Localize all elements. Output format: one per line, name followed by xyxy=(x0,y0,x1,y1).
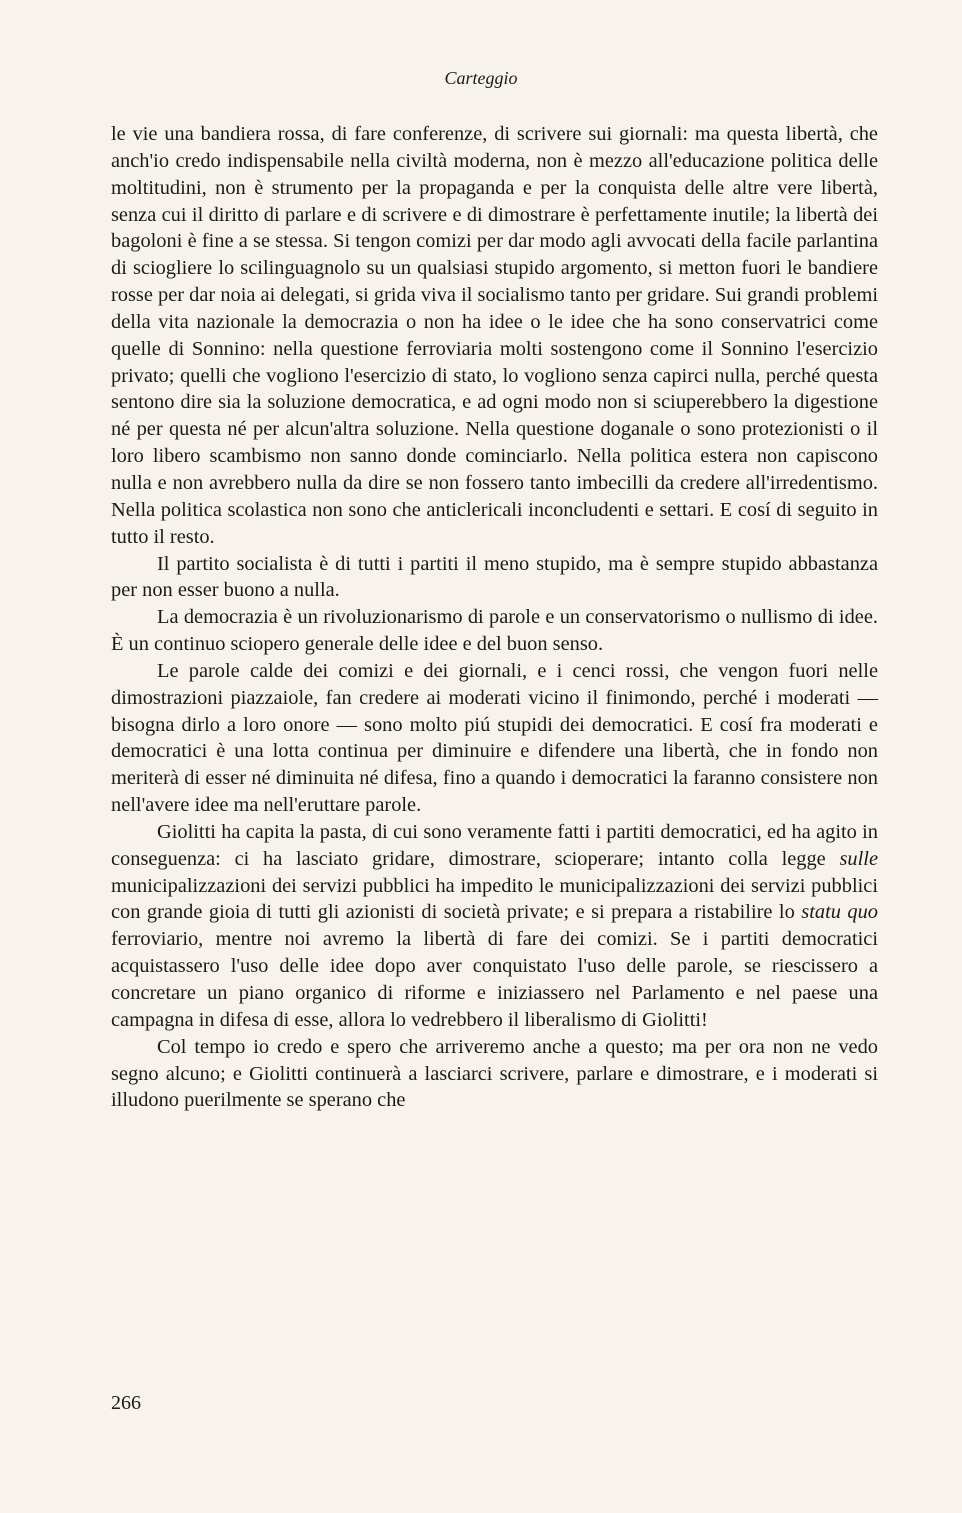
text-run: Col tempo io credo e spero che arriveremo anche a questo; ma per ora non ne vedo segno alcuno; e Giolitti continuerà a lasciarci scrivere, parlare e dimostrare, e i moderati si illudono puerilmente se sperano che xyxy=(111,1035,878,1112)
page-number: 266 xyxy=(111,1392,141,1414)
paragraph xyxy=(111,121,878,551)
text-run: La democrazia è un rivoluzionarismo di parole e un conservatorismo o nullismo di idee. È un continuo sciopero generale delle idee e del buon senso. xyxy=(111,606,878,656)
text-run: ferroviario, mentre noi avremo la libertà di fare dei comizi. Se i partiti democratici acquistassero l'uso delle idee dopo aver conquistato l'uso delle parole, se riescissero a concretare un piano organico di riforme e iniziassero nel Parlamento e nel paese una campagna in difesa di esse, allora lo vedrebbero il liberalismo di Giolitti! xyxy=(111,928,878,1031)
text-run: le vie una bandiera rossa, di fare conferenze, di scrivere sui giornali: ma questa libertà, che anch'io credo indispensabile nella civiltà moderna, non è mezzo all'educazione politica delle moltitudini, non è strumento per la propaganda e per la conquista delle altre vere libertà, senza cui il diritto di parlare e di scrivere e di dimostrare è perfettamente inutile; la libertà dei bagoloni è fine a se stessa. Si tengon comizi per dar modo agli avvocati della facile parlantina di sciogliere lo scilinguagnolo su un qualsiasi stupido argomento, si metton fuori le bandiere rosse per dar noia ai delegati, si grida viva il socialismo tanto per gridare. Sui grandi problemi della vita nazionale la democrazia o non ha idee o le idee che ha sono conservatrici come quelle di Sonnino: nella questione ferroviaria molti sostengono come il Sonnino l'esercizio privato; quelli che vogliono l'esercizio di stato, lo vogliono senza capirci nulla, perché questa sentono dire sia la soluzione democratica, e ad ogni modo non si sciuperebbero la digestione né per questa né per alcun'altra soluzione. Nella questione doganale o sono protezionisti o il loro libero scambismo non sanno donde cominciarlo. Nella politica estera non capiscono nulla e non avrebbero nulla da dire se non fossero tanto imbecilli da credere all'irredentismo. Nella politica scolastica non sono che anticlericali inconcludenti e settari. E cosí di seguito in tutto il resto. xyxy=(111,123,878,548)
paragraph xyxy=(111,1034,878,1115)
paragraph xyxy=(111,658,878,819)
text-run: Il partito socialista è di tutti i partiti il meno stupido, ma è sempre stupido abbastanza per non esser buono a nulla. xyxy=(111,552,878,602)
paragraph xyxy=(111,604,878,658)
text-run: municipalizzazioni dei servizi pubblici ha impedito le municipalizzazioni dei servizi pubblici con grande gioia di tutti gli azionisti di società private; e si prepara a ristabilire lo xyxy=(111,874,878,924)
body-text xyxy=(111,121,878,1114)
paragraph xyxy=(111,819,878,1034)
paragraph xyxy=(111,551,878,605)
italic-text: statu quo xyxy=(801,901,879,924)
running-head: Carteggio xyxy=(444,68,518,88)
italic-text: sulle xyxy=(839,847,878,870)
text-run: Giolitti ha capita la pasta, di cui sono veramente fatti i partiti democratici, ed ha agito in conseguenza: ci ha lasciato gridare, dimostrare, scioperare; intanto colla legge xyxy=(111,820,878,870)
text-run: Le parole calde dei comizi e dei giornali, e i cenci rossi, che vengon fuori nelle dimostrazioni piazzaiole, fan credere ai moderati vicino il finimondo, perché i moderati — bisogna dirlo a loro onore — sono molto piú stupidi dei democratici. E cosí fra moderati e democratici è una lotta continua per diminuire e difendere una libertà, che in fondo non meriterà di esser né diminuita né difesa, fino a quando i democratici la faranno consistere non nell'avere idee ma nell'eruttare parole. xyxy=(111,659,878,817)
